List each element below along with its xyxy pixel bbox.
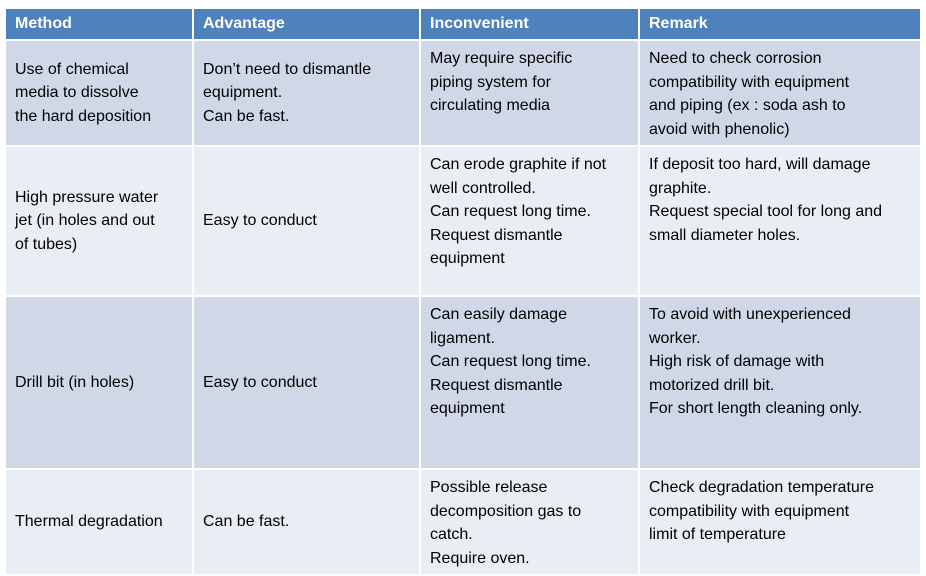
method-cell: [5, 296, 193, 469]
table-row: [5, 146, 921, 296]
cell-line: Can erode graphite if not: [430, 156, 607, 173]
table-row: [5, 469, 921, 575]
inconvenient-cell: [420, 40, 639, 146]
cell-line: jet (in holes and out: [15, 212, 155, 230]
cell-line: Can easily damage: [430, 306, 567, 323]
advantage-cell: [193, 146, 420, 296]
cell-line: small diameter holes.: [649, 226, 801, 244]
cell-line: Require oven.: [430, 549, 530, 567]
table-row: [5, 296, 921, 469]
cell-line: catch.: [430, 526, 473, 543]
cell-line: Request dismantle: [430, 226, 563, 244]
cell-line: Thermal degradation: [15, 513, 163, 531]
cell-line: Check degradation temperature: [649, 479, 875, 496]
header-advantage: Advantage: [193, 8, 420, 40]
cell-line: Drill bit (in holes): [15, 373, 135, 391]
cell-line: High pressure water: [15, 188, 159, 206]
cell-line: If deposit too hard, will damage: [649, 156, 871, 173]
advantage-cell: [193, 469, 420, 575]
header-method: Method: [5, 8, 193, 40]
cell-line: equipment: [430, 400, 505, 417]
cell-line: and piping (ex : soda ash to: [649, 97, 846, 114]
advantage-cell: [193, 40, 420, 146]
cell-line: Can request long time.: [430, 353, 591, 370]
cell-line: To avoid with unexperienced: [649, 306, 851, 323]
cell-line: High risk of damage with: [649, 353, 825, 370]
header-inconvenient: Inconvenient: [420, 8, 639, 40]
cell-line: Need to check corrosion: [649, 50, 822, 67]
cell-line: equipment: [430, 250, 505, 267]
cell-line: compatibility with equipment: [649, 73, 850, 91]
remark-cell: [639, 146, 921, 296]
cell-line: the hard deposition: [15, 107, 152, 125]
method-cell: [5, 40, 193, 146]
cell-line: worker.: [649, 329, 701, 347]
inconvenient-cell: [420, 469, 639, 575]
cell-line: Request dismantle: [430, 376, 563, 394]
remark-cell: [639, 296, 921, 469]
cell-line: Easy to conduct: [203, 212, 317, 230]
header-row: [5, 8, 921, 40]
cell-line: Can be fast.: [203, 513, 290, 531]
cell-line: Use of chemical: [15, 60, 129, 78]
cell-line: motorized drill bit.: [649, 376, 775, 394]
cell-line: media to dissolve: [15, 84, 139, 102]
remark-cell: [639, 40, 921, 146]
cell-line: compatibility with equipment: [649, 502, 850, 520]
header-remark: Remark: [639, 8, 921, 40]
cell-line: ligament.: [430, 329, 495, 347]
cell-line: Don’t need to dismantle: [203, 60, 372, 78]
inconvenient-cell: [420, 146, 639, 296]
cell-line: Request special tool for long and: [649, 203, 883, 220]
cell-line: decomposition gas to: [430, 502, 582, 520]
inconvenient-cell: [420, 296, 639, 469]
cell-line: well controlled.: [430, 179, 536, 197]
cell-line: piping system for: [430, 73, 551, 91]
remark-cell: [639, 469, 921, 575]
cell-line: limit of temperature: [649, 526, 786, 543]
table-row: [5, 40, 921, 146]
cell-line: circulating media: [430, 97, 551, 114]
advantage-cell: [193, 296, 420, 469]
cell-line: avoid with phenolic): [649, 120, 790, 138]
methods-table: [4, 7, 922, 576]
method-cell: [5, 146, 193, 296]
method-cell: [5, 469, 193, 575]
cell-line: graphite.: [649, 179, 712, 197]
cell-line: May require specific: [430, 50, 573, 67]
cell-line: Easy to conduct: [203, 373, 317, 391]
cell-line: Can be fast.: [203, 107, 290, 125]
cell-line: equipment.: [203, 84, 283, 102]
cell-line: Can request long time.: [430, 203, 591, 220]
cell-line: of tubes): [15, 235, 78, 253]
cell-line: Possible release: [430, 479, 548, 496]
cell-line: For short length cleaning only.: [649, 400, 863, 417]
